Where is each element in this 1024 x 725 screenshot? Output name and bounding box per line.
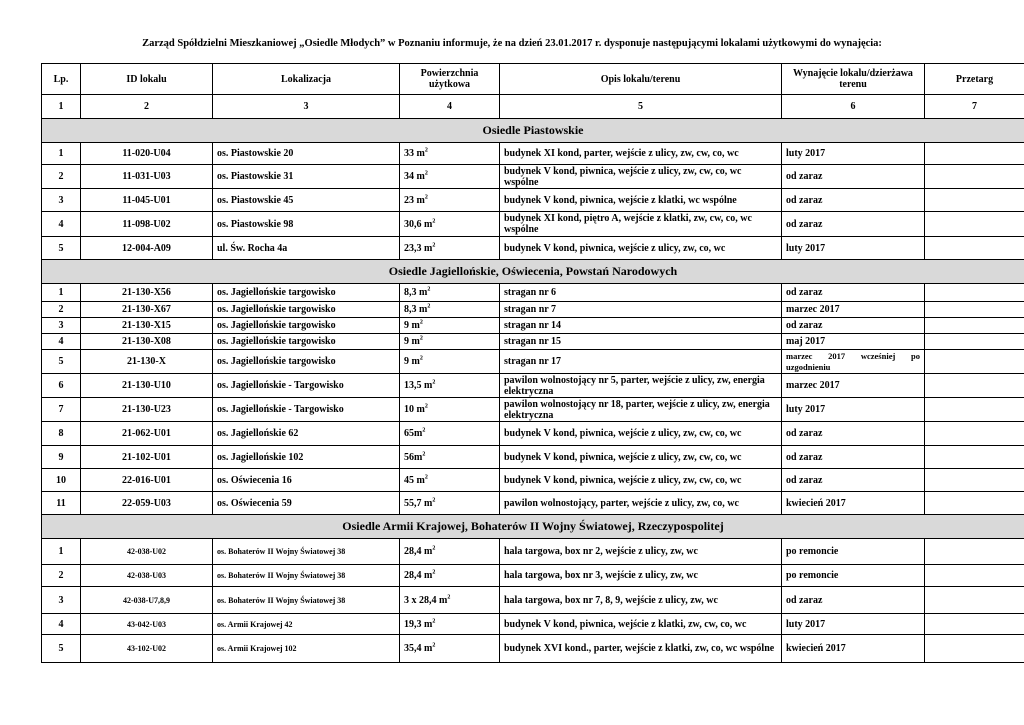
table-row: [42, 212, 1024, 237]
area-unit-exponent: 2: [432, 569, 436, 576]
unit-location: os. Jagiellońskie - Targowisko: [213, 398, 400, 422]
unit-location: os. Armii Krajowej 42: [213, 614, 400, 635]
area-value: 8,3 m: [404, 287, 428, 298]
area-unit-exponent: 2: [424, 170, 428, 177]
area-unit-exponent: 2: [432, 379, 436, 386]
section-title: Osiedle Jagiellońskie, Oświecenia, Powstań Narodowych: [42, 260, 1024, 284]
section-title: Osiedle Piastowskie: [42, 119, 1024, 143]
area-value: 45 m: [404, 474, 425, 486]
table-row: [42, 284, 1024, 302]
unit-location: os. Jagiellońskie targowisko: [213, 318, 400, 334]
area-value: 13,5 m: [404, 380, 433, 391]
header-tender: Przetarg: [925, 64, 1024, 95]
rental-availability: od zaraz: [782, 469, 925, 492]
header-rental: Wynajęcie lokalu/dzierżawa terenu: [782, 64, 925, 95]
unit-area: [400, 614, 500, 635]
area-unit-exponent: 2: [419, 355, 423, 362]
area-unit-exponent: 2: [419, 319, 423, 326]
unit-area: [400, 302, 500, 318]
row-number: 2: [42, 565, 81, 587]
unit-description: budynek V kond, piwnica, wejście z ulicy, zw, cw, co, wc: [500, 469, 782, 492]
unit-description: budynek XVI kond., parter, wejście z klatki, zw, co, wc wspólne: [500, 635, 782, 663]
area-value: 30,6 m: [404, 218, 433, 230]
rental-availability: od zaraz: [782, 446, 925, 469]
row-number: 5: [42, 635, 81, 663]
unit-area: [400, 284, 500, 302]
row-number: 4: [42, 334, 81, 350]
tender-info: [925, 350, 1024, 374]
unit-area: [400, 212, 500, 237]
area-value: 9 m: [404, 356, 420, 367]
unit-location: os. Bohaterów II Wojny Światowej 38: [213, 565, 400, 587]
unit-area: [400, 446, 500, 469]
tender-info: [925, 143, 1024, 165]
unit-area: [400, 237, 500, 260]
section-header-row: [42, 515, 1024, 539]
unit-description: hala targowa, box nr 2, wejście z ulicy, zw, wc: [500, 539, 782, 565]
unit-location: os. Piastowskie 98: [213, 212, 400, 237]
rental-availability: od zaraz: [782, 189, 925, 212]
tender-info: [925, 422, 1024, 446]
area-unit-exponent: 2: [447, 594, 451, 601]
header-area: Powierzchnia użytkowa: [400, 64, 500, 95]
unit-id: 21-130-X15: [81, 318, 213, 334]
unit-description: stragan nr 7: [500, 302, 782, 318]
row-number: 6: [42, 374, 81, 398]
row-number: 10: [42, 469, 81, 492]
unit-area: [400, 350, 500, 374]
area-unit-exponent: 2: [424, 147, 428, 154]
unit-description: budynek V kond, piwnica, wejście z ulicy, zw, cw, co, wc: [500, 422, 782, 446]
tender-info: [925, 212, 1024, 237]
table-row: [42, 492, 1024, 515]
tender-info: [925, 539, 1024, 565]
table-row: [42, 302, 1024, 318]
unit-location: os. Jagiellońskie 102: [213, 446, 400, 469]
unit-area: [400, 318, 500, 334]
unit-location: os. Jagiellońskie 62: [213, 422, 400, 446]
column-number-row: [42, 95, 1024, 119]
rental-availability: po remoncie: [782, 565, 925, 587]
table-row: [42, 539, 1024, 565]
unit-description: pawilon wolnostojący nr 18, parter, wejście z ulicy, zw, energia elektryczna: [500, 398, 782, 422]
area-unit-exponent: 2: [424, 194, 428, 201]
row-number: 4: [42, 212, 81, 237]
row-number: 9: [42, 446, 81, 469]
unit-id: 21-102-U01: [81, 446, 213, 469]
header-location: Lokalizacja: [213, 64, 400, 95]
unit-location: os. Jagiellońskie targowisko: [213, 334, 400, 350]
unit-location: os. Bohaterów II Wojny Światowej 38: [213, 539, 400, 565]
unit-description: stragan nr 15: [500, 334, 782, 350]
table-body: [42, 95, 1024, 663]
unit-description: budynek V kond, piwnica, wejście z ulicy, zw, cw, co, wc: [500, 446, 782, 469]
area-value: 56m: [404, 451, 423, 463]
table-row: [42, 350, 1024, 374]
rental-availability: luty 2017: [782, 143, 925, 165]
rental-availability: od zaraz: [782, 422, 925, 446]
unit-id: 42-038-U03: [81, 565, 213, 587]
table-row: [42, 398, 1024, 422]
area-unit-exponent: 2: [422, 451, 426, 458]
tender-info: [925, 398, 1024, 422]
header-description: Opis lokalu/terenu: [500, 64, 782, 95]
area-value: 28,4 m: [404, 570, 433, 581]
column-number: 7: [925, 95, 1024, 119]
row-number: 3: [42, 318, 81, 334]
rental-availability: od zaraz: [782, 284, 925, 302]
unit-location: os. Jagiellońskie targowisko: [213, 350, 400, 374]
area-unit-exponent: 2: [427, 303, 431, 310]
unit-area: [400, 398, 500, 422]
unit-area: [400, 334, 500, 350]
area-value: 9 m: [404, 336, 420, 347]
column-number: 5: [500, 95, 782, 119]
table-row: [42, 374, 1024, 398]
rental-availability: od zaraz: [782, 165, 925, 189]
unit-id: 21-130-U23: [81, 398, 213, 422]
unit-description: pawilon wolnostojący, parter, wejście z ulicy, zw, co, wc: [500, 492, 782, 515]
unit-location: os. Piastowskie 31: [213, 165, 400, 189]
unit-location: os. Piastowskie 20: [213, 143, 400, 165]
unit-location: os. Piastowskie 45: [213, 189, 400, 212]
unit-area: [400, 165, 500, 189]
tender-info: [925, 374, 1024, 398]
unit-id: 43-042-U03: [81, 614, 213, 635]
table-row: [42, 165, 1024, 189]
area-unit-exponent: 2: [432, 545, 436, 552]
unit-location: os. Jagiellońskie - Targowisko: [213, 374, 400, 398]
area-value: 23 m: [404, 194, 425, 206]
unit-location: os. Jagiellońskie targowisko: [213, 284, 400, 302]
table-row: [42, 334, 1024, 350]
document-title: Zarząd Spółdzielni Mieszkaniowej „Osiedle Młodych” w Poznaniu informuje, że na dzień 23.01.2017 r. dysponuje następującymi lokalami użytkowymi do wynajęcia:: [142, 38, 882, 49]
row-number: 1: [42, 284, 81, 302]
header-row: [42, 64, 1024, 95]
table-row: [42, 143, 1024, 165]
column-number: 3: [213, 95, 400, 119]
row-number: 7: [42, 398, 81, 422]
rental-availability: od zaraz: [782, 587, 925, 614]
rental-availability: kwiecień 2017: [782, 635, 925, 663]
column-number: 2: [81, 95, 213, 119]
rental-availability: marzec 2017 wcześniej po uzgodnieniu: [782, 350, 925, 374]
section-header-row: [42, 119, 1024, 143]
rental-availability: luty 2017: [782, 237, 925, 260]
area-value: 3 x 28,4 m: [404, 594, 448, 606]
unit-location: os. Armii Krajowej 102: [213, 635, 400, 663]
tender-info: [925, 334, 1024, 350]
tender-info: [925, 237, 1024, 260]
table-row: [42, 469, 1024, 492]
unit-description: stragan nr 17: [500, 350, 782, 374]
unit-id: 42-038-U7,8,9: [81, 587, 213, 614]
area-unit-exponent: 2: [432, 242, 436, 249]
unit-location: ul. Św. Rocha 4a: [213, 237, 400, 260]
unit-area: [400, 635, 500, 663]
tender-info: [925, 446, 1024, 469]
listing-table: [41, 63, 1024, 663]
unit-area: [400, 587, 500, 614]
area-value: 28,4 m: [404, 546, 433, 557]
unit-area: [400, 422, 500, 446]
unit-id: 21-130-U10: [81, 374, 213, 398]
unit-description: budynek V kond, piwnica, wejście z ulicy, zw, cw, co, wc wspólne: [500, 165, 782, 189]
rental-availability: od zaraz: [782, 318, 925, 334]
tender-info: [925, 469, 1024, 492]
rental-availability: kwiecień 2017: [782, 492, 925, 515]
unit-area: [400, 565, 500, 587]
area-unit-exponent: 2: [422, 427, 426, 434]
row-number: 8: [42, 422, 81, 446]
row-number: 11: [42, 492, 81, 515]
unit-description: budynek XI kond, parter, wejście z ulicy, zw, cw, co, wc: [500, 143, 782, 165]
area-value: 34 m: [404, 171, 425, 182]
unit-id: 22-059-U03: [81, 492, 213, 515]
unit-area: [400, 374, 500, 398]
table-row: [42, 635, 1024, 663]
rental-availability: po remoncie: [782, 539, 925, 565]
unit-id: 21-130-X: [81, 350, 213, 374]
header-lp: Lp.: [42, 64, 81, 95]
row-number: 1: [42, 539, 81, 565]
rental-availability: luty 2017: [782, 398, 925, 422]
area-unit-exponent: 2: [432, 642, 436, 649]
unit-area: [400, 469, 500, 492]
section-title: Osiedle Armii Krajowej, Bohaterów II Wojny Światowej, Rzeczypospolitej: [42, 515, 1024, 539]
area-value: 33 m: [404, 148, 425, 159]
unit-id: 21-130-X56: [81, 284, 213, 302]
tender-info: [925, 587, 1024, 614]
area-unit-exponent: 2: [419, 335, 423, 342]
column-number: 1: [42, 95, 81, 119]
tender-info: [925, 565, 1024, 587]
tender-info: [925, 492, 1024, 515]
area-unit-exponent: 2: [432, 618, 436, 625]
unit-description: budynek V kond, piwnica, wejście z klatki, wc wspólne: [500, 189, 782, 212]
unit-description: hala targowa, box nr 3, wejście z ulicy, zw, wc: [500, 565, 782, 587]
tender-info: [925, 189, 1024, 212]
unit-id: 11-098-U02: [81, 212, 213, 237]
rental-availability: maj 2017: [782, 334, 925, 350]
unit-id: 11-031-U03: [81, 165, 213, 189]
area-value: 19,3 m: [404, 618, 433, 630]
area-value: 10 m: [404, 404, 425, 415]
unit-description: budynek V kond, piwnica, wejście z ulicy, zw, co, wc: [500, 237, 782, 260]
unit-id: 21-062-U01: [81, 422, 213, 446]
row-number: 5: [42, 237, 81, 260]
table-row: [42, 587, 1024, 614]
tender-info: [925, 318, 1024, 334]
unit-description: stragan nr 6: [500, 284, 782, 302]
area-unit-exponent: 2: [427, 286, 431, 293]
area-unit-exponent: 2: [424, 474, 428, 481]
row-number: 4: [42, 614, 81, 635]
column-number: 6: [782, 95, 925, 119]
rental-availability: marzec 2017: [782, 302, 925, 318]
table-row: [42, 446, 1024, 469]
unit-description: budynek XI kond, piętro A, wejście z klatki, zw, cw, co, wc wspólne: [500, 212, 782, 237]
table-row: [42, 237, 1024, 260]
unit-description: pawilon wolnostojący nr 5, parter, wejście z ulicy, zw, energia elektryczna: [500, 374, 782, 398]
row-number: 3: [42, 587, 81, 614]
unit-id: 11-020-U04: [81, 143, 213, 165]
unit-id: 11-045-U01: [81, 189, 213, 212]
area-value: 65m: [404, 428, 423, 439]
row-number: 1: [42, 143, 81, 165]
header-id: ID lokalu: [81, 64, 213, 95]
area-unit-exponent: 2: [424, 403, 428, 410]
section-header-row: [42, 260, 1024, 284]
table-row: [42, 614, 1024, 635]
unit-description: hala targowa, box nr 7, 8, 9, wejście z ulicy, zw, wc: [500, 587, 782, 614]
unit-id: 22-016-U01: [81, 469, 213, 492]
row-number: 5: [42, 350, 81, 374]
area-value: 55,7 m: [404, 497, 433, 509]
area-value: 8,3 m: [404, 304, 428, 315]
unit-area: [400, 143, 500, 165]
column-number: 4: [400, 95, 500, 119]
table-row: [42, 422, 1024, 446]
unit-location: os. Oświecenia 16: [213, 469, 400, 492]
tender-info: [925, 614, 1024, 635]
unit-location: os. Bohaterów II Wojny Światowej 38: [213, 587, 400, 614]
unit-id: 42-038-U02: [81, 539, 213, 565]
unit-area: [400, 189, 500, 212]
unit-id: 12-004-A09: [81, 237, 213, 260]
unit-id: 21-130-X08: [81, 334, 213, 350]
tender-info: [925, 302, 1024, 318]
unit-area: [400, 492, 500, 515]
unit-description: stragan nr 14: [500, 318, 782, 334]
rental-availability: luty 2017: [782, 614, 925, 635]
rental-availability: marzec 2017: [782, 374, 925, 398]
table-row: [42, 565, 1024, 587]
area-value: 9 m: [404, 320, 420, 331]
row-number: 3: [42, 189, 81, 212]
area-unit-exponent: 2: [432, 497, 436, 504]
unit-location: os. Oświecenia 59: [213, 492, 400, 515]
unit-description: budynek V kond, piwnica, wejście z klatki, zw, cw, co, wc: [500, 614, 782, 635]
tender-info: [925, 284, 1024, 302]
rental-availability: od zaraz: [782, 212, 925, 237]
table-row: [42, 189, 1024, 212]
unit-location: os. Jagiellońskie targowisko: [213, 302, 400, 318]
row-number: 2: [42, 302, 81, 318]
tender-info: [925, 635, 1024, 663]
table-row: [42, 318, 1024, 334]
unit-id: 43-102-U02: [81, 635, 213, 663]
area-value: 35,4 m: [404, 643, 433, 654]
area-unit-exponent: 2: [432, 218, 436, 225]
area-value: 23,3 m: [404, 242, 433, 254]
unit-id: 21-130-X67: [81, 302, 213, 318]
row-number: 2: [42, 165, 81, 189]
unit-area: [400, 539, 500, 565]
tender-info: [925, 165, 1024, 189]
